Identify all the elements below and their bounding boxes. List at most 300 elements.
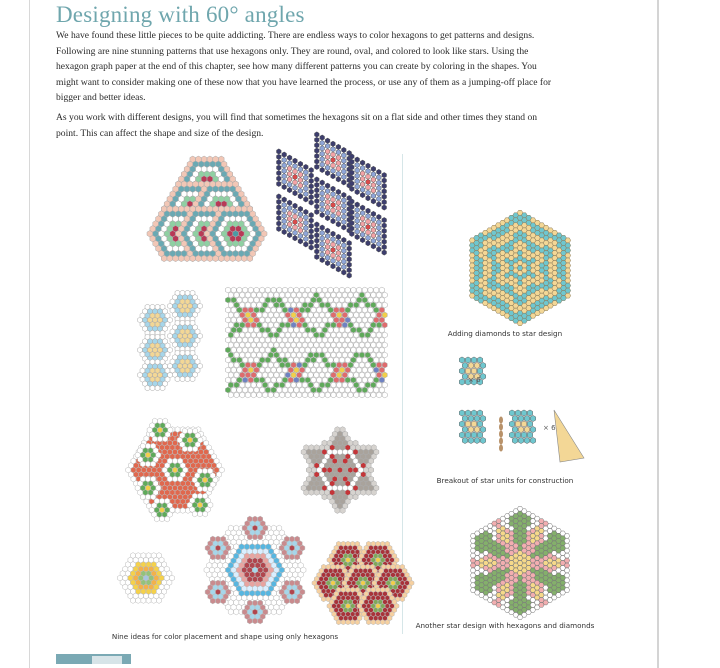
hexagon: [377, 362, 382, 368]
hexagon: [331, 157, 336, 162]
hexagon: [342, 192, 347, 197]
hexagon: [382, 322, 387, 328]
hexagon: [240, 382, 245, 388]
hexagon: [331, 213, 336, 218]
hexagon: [377, 352, 382, 358]
hexagon: [302, 392, 307, 398]
hexagon: [302, 332, 307, 338]
hexagon: [331, 152, 336, 157]
hexagon: [350, 165, 355, 170]
hexagon: [365, 372, 370, 378]
hexagon: [277, 287, 282, 293]
hexagon: [474, 437, 479, 443]
hexagon: [156, 485, 161, 491]
hexagon: [304, 226, 309, 231]
hexagon: [362, 347, 367, 353]
hexagon: [355, 162, 360, 167]
hexagon: [226, 589, 231, 595]
hexagon: [348, 312, 353, 318]
star-units-caption: Breakout of star units for construction: [436, 476, 574, 485]
hexagon: [282, 174, 287, 179]
hexagon: [351, 307, 356, 313]
hexagon: [309, 245, 314, 250]
hexagon: [366, 163, 371, 168]
hexagon: [365, 362, 370, 368]
hexagon: [317, 287, 322, 293]
hexagon: [293, 185, 298, 190]
hexagon: [565, 293, 571, 298]
hexagon: [355, 157, 360, 162]
hexagon: [271, 347, 276, 353]
hexagon: [291, 302, 296, 308]
hexagon: [228, 332, 233, 338]
hexagon: [345, 287, 350, 293]
hexagon: [336, 267, 341, 272]
hexagon: [512, 426, 517, 432]
hexagon: [530, 415, 535, 421]
hexagon: [377, 191, 382, 196]
hexagon: [268, 392, 273, 398]
hexagon: [342, 158, 347, 163]
hexagon: [274, 292, 279, 298]
hexagon: [382, 223, 387, 228]
hexagon: [359, 392, 364, 398]
hexagon: [237, 307, 242, 313]
hexagon: [565, 238, 571, 243]
hexagon: [297, 312, 302, 318]
hexagon: [325, 170, 330, 175]
hexagon: [243, 387, 248, 393]
hexagon: [322, 387, 327, 393]
pattern-yellow-flower: [118, 553, 175, 604]
hexagon: [336, 160, 341, 165]
hexagon: [304, 220, 309, 225]
hexagon: [265, 287, 270, 293]
hexagon: [334, 287, 339, 293]
hexagon: [261, 231, 267, 238]
hexagon: [357, 367, 362, 373]
hexagon: [339, 377, 344, 383]
hexagon: [282, 327, 287, 333]
hexagon: [320, 302, 325, 308]
hexagon: [280, 312, 285, 318]
hexagon: [382, 205, 387, 210]
hexagon: [351, 287, 356, 293]
hexagon: [300, 347, 305, 353]
hexagon: [277, 221, 282, 226]
hexagon: [325, 332, 330, 338]
hexagon: [374, 307, 379, 313]
hexagon: [336, 261, 341, 266]
hexagon: [251, 332, 256, 338]
hexagon: [459, 379, 464, 385]
hexagon: [350, 154, 355, 159]
hexagon: [254, 377, 259, 383]
hexagon: [304, 209, 309, 214]
hexagon: [521, 410, 526, 416]
hexagon: [462, 437, 467, 443]
hexagon: [268, 342, 273, 348]
hexagon: [371, 172, 376, 177]
hexagon: [304, 170, 309, 175]
hexagon: [342, 352, 347, 358]
hexagon: [314, 372, 319, 378]
hexagon: [243, 367, 248, 373]
hexagon: [282, 197, 287, 202]
hexagon: [366, 241, 371, 246]
hexagon: [263, 322, 268, 328]
hexagon: [336, 166, 341, 171]
hexagon: [263, 392, 268, 398]
hexagon: [354, 392, 359, 398]
hexagon: [225, 387, 230, 393]
hexagon: [374, 449, 379, 455]
hexagon: [237, 367, 242, 373]
hexagon: [468, 426, 473, 432]
hexagon: [328, 337, 333, 343]
hexagon: [265, 327, 270, 333]
hexagon: [564, 553, 570, 558]
hexagon: [274, 302, 279, 308]
hexagon: [337, 292, 342, 298]
hexagon: [257, 332, 262, 338]
hexagon: [315, 227, 320, 232]
hexagon: [371, 352, 376, 358]
hexagon: [509, 432, 514, 438]
hexagon: [477, 421, 482, 427]
hexagon: [317, 297, 322, 303]
pattern-navy-diamonds: [277, 132, 387, 278]
hexagon: [254, 357, 259, 363]
hexagon: [274, 312, 279, 318]
hexagon: [336, 195, 341, 200]
hexagon: [282, 287, 287, 293]
hexagon: [293, 158, 298, 163]
hexagon: [331, 352, 336, 358]
hexagon: [245, 302, 250, 308]
hexagon: [237, 387, 242, 393]
hexagon: [254, 387, 259, 393]
hexagon: [382, 362, 387, 368]
pattern-blue-oval: [138, 290, 203, 391]
hexagon: [277, 377, 282, 383]
hexagon: [325, 205, 330, 210]
hexagon: [243, 347, 248, 353]
hexagon: [277, 215, 282, 220]
hexagon: [377, 231, 382, 236]
hexagon: [355, 168, 360, 173]
hexagon: [339, 347, 344, 353]
hexagon: [260, 287, 265, 293]
hexagon: [366, 208, 371, 213]
hexagon: [521, 421, 526, 427]
hexagon: [287, 182, 292, 187]
hexagon: [322, 367, 327, 373]
hexagon: [362, 297, 367, 303]
hexagon: [366, 196, 371, 201]
hexagon: [474, 426, 479, 432]
hexagon: [459, 368, 464, 374]
hexagon: [328, 297, 333, 303]
hexagon: [337, 312, 342, 318]
hexagon: [359, 372, 364, 378]
hexagon: [285, 322, 290, 328]
hexagon: [311, 367, 316, 373]
hexagon: [328, 387, 333, 393]
hexagon: [518, 437, 523, 443]
hexagon: [374, 485, 379, 491]
hexagon: [565, 288, 571, 293]
hexagon: [287, 232, 292, 237]
hexagon: [339, 317, 344, 323]
hexagon: [371, 233, 376, 238]
hexagon: [377, 342, 382, 348]
hexagon: [293, 174, 298, 179]
hexagon: [309, 239, 314, 244]
hexagon: [231, 337, 236, 343]
hexagon: [282, 208, 287, 213]
hexagon: [320, 372, 325, 378]
hexagon: [334, 347, 339, 353]
hexagon: [282, 347, 287, 353]
hexagon: [564, 543, 570, 548]
hexagon: [311, 287, 316, 293]
hexagon: [368, 297, 373, 303]
hexagon: [336, 200, 341, 205]
hexagon: [317, 327, 322, 333]
hexagon: [350, 170, 355, 175]
hexagon: [331, 163, 336, 168]
hexagon: [297, 332, 302, 338]
hexagon: [263, 352, 268, 358]
hexagon: [371, 332, 376, 338]
hexagon: [374, 377, 379, 383]
hexagon: [342, 270, 347, 275]
hexagon: [257, 342, 262, 348]
hexagon: [524, 426, 529, 432]
hexagon: [294, 367, 299, 373]
hexagon: [345, 327, 350, 333]
hexagon: [228, 292, 233, 298]
hexagon: [315, 209, 320, 214]
hexagon: [337, 322, 342, 328]
hexagon: [347, 257, 352, 262]
hexagon: [365, 322, 370, 328]
hexagon: [317, 377, 322, 383]
hexagon: [336, 144, 341, 149]
hexagon: [271, 377, 276, 383]
hexagon: [360, 182, 365, 187]
hexagon: [355, 189, 360, 194]
pattern-pink-medallion: [204, 516, 306, 624]
hexagon: [515, 410, 520, 416]
pattern-green-lattice: [225, 287, 387, 398]
hexagon: [234, 362, 239, 368]
hexagon: [328, 317, 333, 323]
hexagon: [297, 392, 302, 398]
hexagon: [331, 382, 336, 388]
hexagon: [263, 302, 268, 308]
hexagon: [348, 352, 353, 358]
hexagon: [213, 477, 218, 483]
hexagon: [311, 337, 316, 343]
hexagon: [231, 357, 236, 363]
hexagon: [334, 367, 339, 373]
hexagon: [320, 322, 325, 328]
hexagon: [314, 362, 319, 368]
hexagon: [331, 322, 336, 328]
hexagon: [287, 187, 292, 192]
pattern-triangle-rosettes: [147, 156, 267, 262]
hexagon: [371, 177, 376, 182]
hexagon: [357, 357, 362, 363]
hexagon: [328, 357, 333, 363]
right-star-units: [459, 357, 584, 462]
hexagon: [265, 317, 270, 323]
hexagon: [257, 352, 262, 358]
hexagon: [366, 179, 371, 184]
hexagon: [394, 557, 399, 562]
hexagon: [362, 327, 367, 333]
hexagon: [477, 410, 482, 416]
hexagon: [268, 302, 273, 308]
hexagon: [240, 392, 245, 398]
hexagon: [263, 312, 268, 318]
hexagon: [474, 415, 479, 421]
hexagon: [298, 233, 303, 238]
hexagon: [474, 362, 479, 368]
hexagon: [322, 317, 327, 323]
hexagon: [509, 410, 514, 416]
hexagon: [268, 352, 273, 358]
hexagon: [294, 357, 299, 363]
hexagon: [228, 372, 233, 378]
hexagon: [277, 387, 282, 393]
hexagon: [248, 387, 253, 393]
pattern-maroon-honeycomb: [312, 541, 414, 625]
hexagon: [320, 241, 325, 246]
hexagon: [254, 327, 259, 333]
hexagon: [366, 190, 371, 195]
hexagon: [304, 197, 309, 202]
hexagon: [527, 432, 532, 438]
hexagon: [260, 377, 265, 383]
hexagon: [377, 225, 382, 230]
hexagon: [234, 352, 239, 358]
hexagon: [277, 347, 282, 353]
hexagon: [325, 342, 330, 348]
hexagon: [271, 327, 276, 333]
hexagon: [294, 387, 299, 393]
hexagon: [271, 387, 276, 393]
hexagon: [248, 307, 253, 313]
hexagon: [374, 367, 379, 373]
chapter-tab: [56, 654, 131, 664]
hexagon: [459, 410, 464, 416]
hexagon: [350, 226, 355, 231]
hexagon: [337, 302, 342, 308]
hexagon: [302, 292, 307, 298]
hexagon: [362, 377, 367, 383]
hexagon: [347, 246, 352, 251]
hexagon: [282, 213, 287, 218]
hexagon: [298, 212, 303, 217]
hexagon: [287, 227, 292, 232]
hexagon: [348, 362, 353, 368]
hexagon: [291, 382, 296, 388]
hexagon: [377, 312, 382, 318]
hexagon: [480, 426, 485, 432]
hexagon: [315, 254, 320, 259]
hexagon: [265, 347, 270, 353]
hexagon: [304, 242, 309, 247]
hexagon: [331, 258, 336, 263]
hexagon: [462, 426, 467, 432]
hexagon: [263, 362, 268, 368]
hexagon: [331, 192, 336, 197]
hexagon: [277, 181, 282, 186]
hexagon: [287, 222, 292, 227]
hexagon: [360, 232, 365, 237]
hexagon: [336, 211, 341, 216]
hexagon: [320, 236, 325, 241]
hexagon: [360, 176, 365, 181]
hexagon: [315, 233, 320, 238]
hexagon: [325, 194, 330, 199]
hexagon: [371, 199, 376, 204]
hexagon: [371, 302, 376, 308]
hexagon: [317, 357, 322, 363]
hexagon: [382, 332, 387, 338]
hexagon: [234, 392, 239, 398]
hexagon: [360, 160, 365, 165]
hexagon: [320, 157, 325, 162]
hexagon: [245, 382, 250, 388]
hexagon: [240, 372, 245, 378]
hexagon: [325, 143, 330, 148]
hexagon: [480, 415, 485, 421]
hexagon: [530, 426, 535, 432]
hexagon: [342, 243, 347, 248]
hexagon: [345, 387, 350, 393]
hexagon: [325, 149, 330, 154]
hexagon: [379, 287, 384, 293]
hexagon: [468, 437, 473, 443]
hexagon: [342, 219, 347, 224]
hexagon: [379, 307, 384, 313]
hexagon: [314, 292, 319, 298]
hexagon: [354, 362, 359, 368]
hexagon: [320, 292, 325, 298]
hexagon: [287, 155, 292, 160]
hexagon: [257, 292, 262, 298]
hexagon: [382, 352, 387, 358]
hexagon: [311, 327, 316, 333]
hexagon: [308, 292, 313, 298]
hexagon: [320, 212, 325, 217]
hexagon: [368, 327, 373, 333]
hexagon: [237, 377, 242, 383]
hexagon: [285, 292, 290, 298]
hexagon: [288, 337, 293, 343]
hexagon: [274, 342, 279, 348]
hexagon: [293, 180, 298, 185]
hexagon: [183, 467, 188, 473]
hexagon: [277, 210, 282, 215]
hexagon: [280, 352, 285, 358]
hexagon: [345, 317, 350, 323]
hexagon: [325, 233, 330, 238]
